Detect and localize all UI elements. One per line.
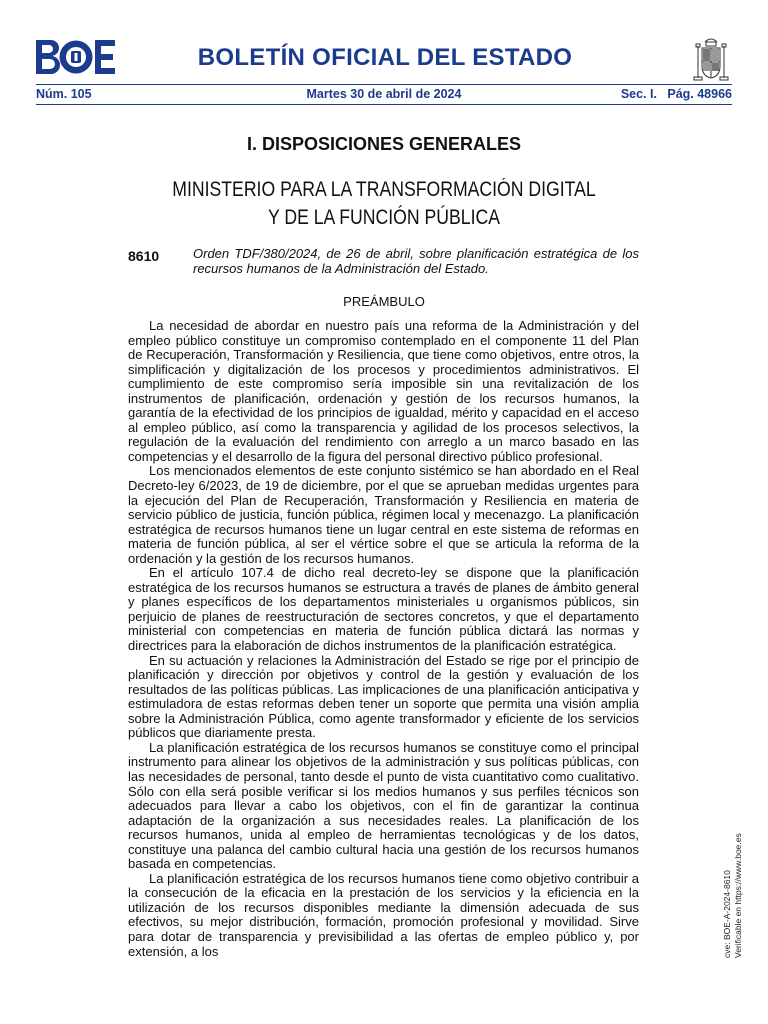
paragraph: En el artículo 107.4 de dicho real decreto-ley se dispone que la planificación estratégica de los recursos humanos se estructura a través de planes de ámbito general y planes específicos de los departamentos ministeriales u organismos públicos, sin perjuicio de planes de reestructuración de sectores concretos, y que el departamento ministerial con competencias en materia de función pública dictará las normas y directrices para la elaboración de dichos instrumentos de la planificación estratégica. (128, 565, 639, 654)
header-rule-top (36, 84, 732, 85)
cve-code: cve: BOE-A-2024-8610 (722, 870, 732, 958)
paragraph: La planificación estratégica de los recursos humanos se constituye como el principal instrumento para alinear los objetivos de la administración y sus políticas públicas, con las necesidades de personal, tanto desde el punto de vista cuantitativo como cualitativo. Sólo con ella será posible verificar si los medios humanos y sus perfiles técnicos son adecuados para llevar a cabo los objetivos, con el fin de garantizar la continua adaptación de la organización a sus necesidades reales. La planificación de los recursos humanos, unida al empleo de herramientas tecnológicas y de los datos, constituye una palanca del cambio cultural hacia una gestión de los recursos humanos basada en competencias. (128, 739, 639, 872)
header-rule-bottom (36, 104, 732, 105)
preamble-heading: PREÁMBULO (343, 294, 425, 309)
spain-coat-of-arms-icon (690, 36, 732, 82)
disposition-title: Orden TDF/380/2024, de 26 de abril, sobre planificación estratégica de los recursos humanos de la Administración del Estado. (193, 246, 639, 276)
section-page: Sec. I. Pág. 48966 (620, 87, 732, 101)
section-title: I. DISPOSICIONES GENERALES (246, 134, 522, 154)
preamble-body (128, 319, 639, 959)
paragraph: Los mencionados elementos de este conjunto sistémico se han abordado en el Real Decreto-ley 6/2023, de 19 de diciembre, por el que se aprueban medidas urgentes para la ejecución del Plan de Recuperación, Transformación y Resiliencia en materia de servicio público de justicia, función pública, régimen local y mecenazgo. La planificación estratégica de recursos humanos tiene un lugar central en este sistema de reformas en materia de función pública, al ser el vértice sobre el que se articula la reforma de la ordenación y la gestión de los recursos humanos. (128, 463, 639, 566)
issue-date: Martes 30 de abril de 2024 (306, 87, 462, 101)
ministry-line-1: MINISTERIO PARA LA TRANSFORMACIÓN DIGITAL (172, 178, 596, 201)
paragraph: La necesidad de abordar en nuestro país una reforma de la Administración y del empleo público constituye un compromiso contemplado en el componente 11 del Plan de Recuperación, Transformación y Resiliencia, que tiene como objetivos, entre otros, la simplificación y digitalización de los procesos y procedimientos administrativos. El cumplimiento de este compromiso sería imposible sin una revitalización de los instrumentos de planificación, ordenación y gestión de los recursos humanos, la garantía de la efectividad de los principios de igualdad, mérito y capacidad en el acceso al empleo público, así como la transparencia y agilidad de los procesos selectivos, la regulación de la evaluación del rendimiento con arreglo a un marco basado en las competencias y el desarrollo de la figura del personal directivo público profesional. (128, 318, 639, 464)
ministry-line-2: Y DE LA FUNCIÓN PÚBLICA (267, 206, 500, 229)
verification-link[interactable]: Verificable en https://www.boe.es (733, 833, 743, 958)
disposition-number: 8610 (128, 248, 160, 264)
boe-logo (36, 40, 116, 74)
gazette-title: BOLETÍN OFICIAL DEL ESTADO (197, 44, 573, 71)
ministry-title (61, 176, 706, 232)
issue-number: Núm. 105 (36, 87, 92, 101)
paragraph: La planificación estratégica de los recursos humanos tiene como objetivo contribuir a la consecución de la eficacia en la prestación de los servicios y la eficiencia en la utilización de los recursos disponibles mediante la dimensión adecuada de sus efectivos, su mejor distribución, formación, promoción profesional y movilidad. Sirve para dotar de transparencia y previsibilidad a las ofertas de empleo público y, por extensión, a los (128, 870, 639, 959)
paragraph: En su actuación y relaciones la Administración del Estado se rige por el principio de planificación y dirección por objetivos y control de la gestión y evaluación de los resultados de las políticas públicas. Las implicaciones de una planificación anticipativa y estimuladora de estas reformas deben tener un soporte que permita una visión amplia sobre la Administración Pública, como agente transformador y eficiente de los servicios públicos que diariamente presta. (128, 652, 639, 741)
